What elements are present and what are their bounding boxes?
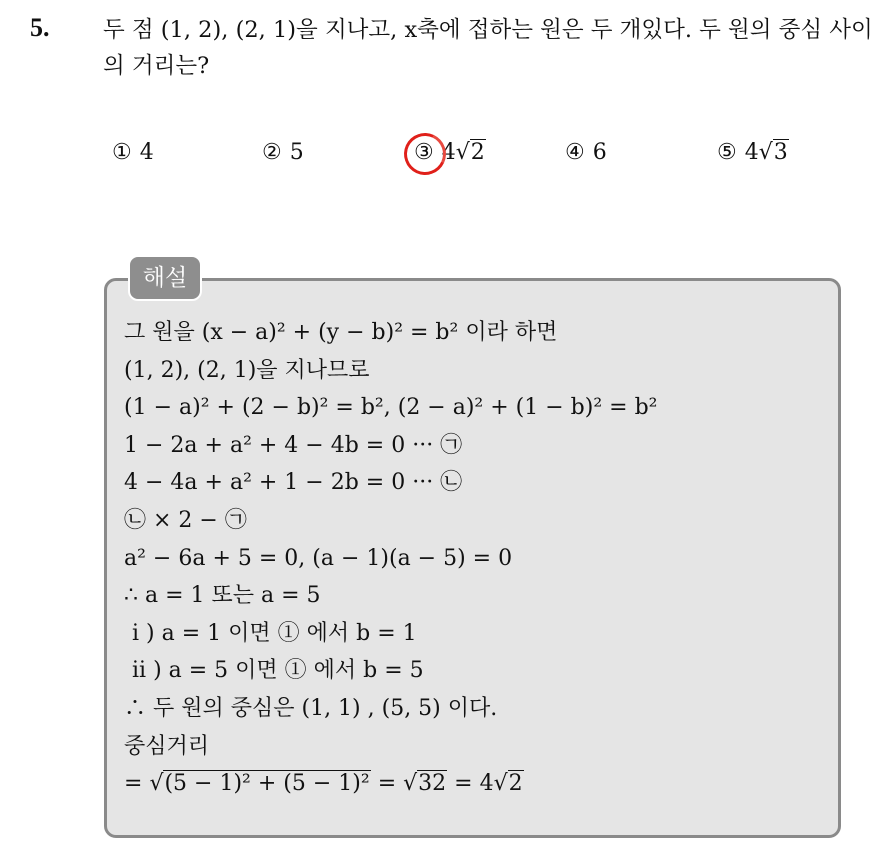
choice-4[interactable] <box>565 140 607 165</box>
question-text: 두 점 (1, 2), (2, 1)을 지나고, x축에 접하는 원은 두 개있다. 두 원의 중심 사이의 거리는? <box>103 17 873 79</box>
solution-line: ∴ 두 원의 중심은 (1, 1) , (5, 5) 이다. <box>124 695 498 721</box>
question-number: 5. <box>30 13 50 42</box>
solution-line: 4 − 4a + a² + 1 − 2b = 0 ··· ㉡ <box>124 470 463 496</box>
radicand: 2 <box>508 771 523 797</box>
choice-3[interactable] <box>414 140 486 165</box>
choice-number: ④ <box>565 140 585 165</box>
solution-line: 1 − 2a + a² + 4 − 4b = 0 ··· ㉠ <box>124 432 463 458</box>
choice-1[interactable] <box>112 140 154 165</box>
solution-line: (1 − a)² + (2 − b)² = b², (2 − a)² + (1 − b)² = b² <box>124 395 658 421</box>
solution-line: 그 원을 (x − a)² + (y − b)² = b² 이라 하면 <box>124 320 558 345</box>
sqrt-symbol: √32 <box>403 771 447 797</box>
solution-line: ii ) a = 5 이면 ① 에서 b = 5 <box>132 658 424 684</box>
sqrt-symbol: √(5 − 1)² + (5 − 1)² <box>149 771 370 797</box>
equals-value: = 4 <box>454 771 494 797</box>
radicand: (5 − 1)² + (5 − 1)² <box>164 771 370 797</box>
solution-line: ∴ a = 1 또는 a = 5 <box>124 583 321 609</box>
solution-line: i ) a = 1 이면 ① 에서 b = 1 <box>132 620 417 646</box>
solution-line: ㉡ × 2 − ㉠ <box>124 507 247 533</box>
equals-sign: = <box>124 771 143 797</box>
radicand: 2 <box>470 140 485 165</box>
answer-choices <box>0 140 884 180</box>
sqrt-symbol: √3 <box>758 140 788 165</box>
choice-2[interactable] <box>262 140 304 165</box>
selected-circle-mark <box>398 127 452 181</box>
solution-line: a² − 6a + 5 = 0, (a − 1)(a − 5) = 0 <box>124 545 513 571</box>
equals-sign: = <box>377 771 397 797</box>
choice-value: 4 <box>139 140 154 165</box>
choice-number: ② <box>262 140 282 165</box>
sqrt-symbol: √2 <box>493 771 523 797</box>
choice-value: 4 <box>441 140 456 165</box>
solution-lines <box>124 314 657 803</box>
choice-value: 4 <box>744 140 759 165</box>
choice-number: ① <box>112 140 132 165</box>
choice-value: 5 <box>289 140 304 165</box>
choice-number-text: ③ <box>414 140 434 165</box>
solution-line-final <box>124 765 657 803</box>
solution-line: (1, 2), (2, 1)을 지나므로 <box>124 357 370 383</box>
sqrt-symbol: √2 <box>455 140 485 165</box>
choice-number <box>414 140 434 165</box>
radicand: 32 <box>418 771 447 797</box>
radicand: 3 <box>773 140 788 165</box>
solution-tag: 해설 <box>128 255 202 301</box>
choice-value: 6 <box>592 140 607 165</box>
choice-number: ⑤ <box>717 140 737 165</box>
choice-5[interactable] <box>717 140 789 165</box>
solution-line: 중심거리 <box>124 733 210 759</box>
